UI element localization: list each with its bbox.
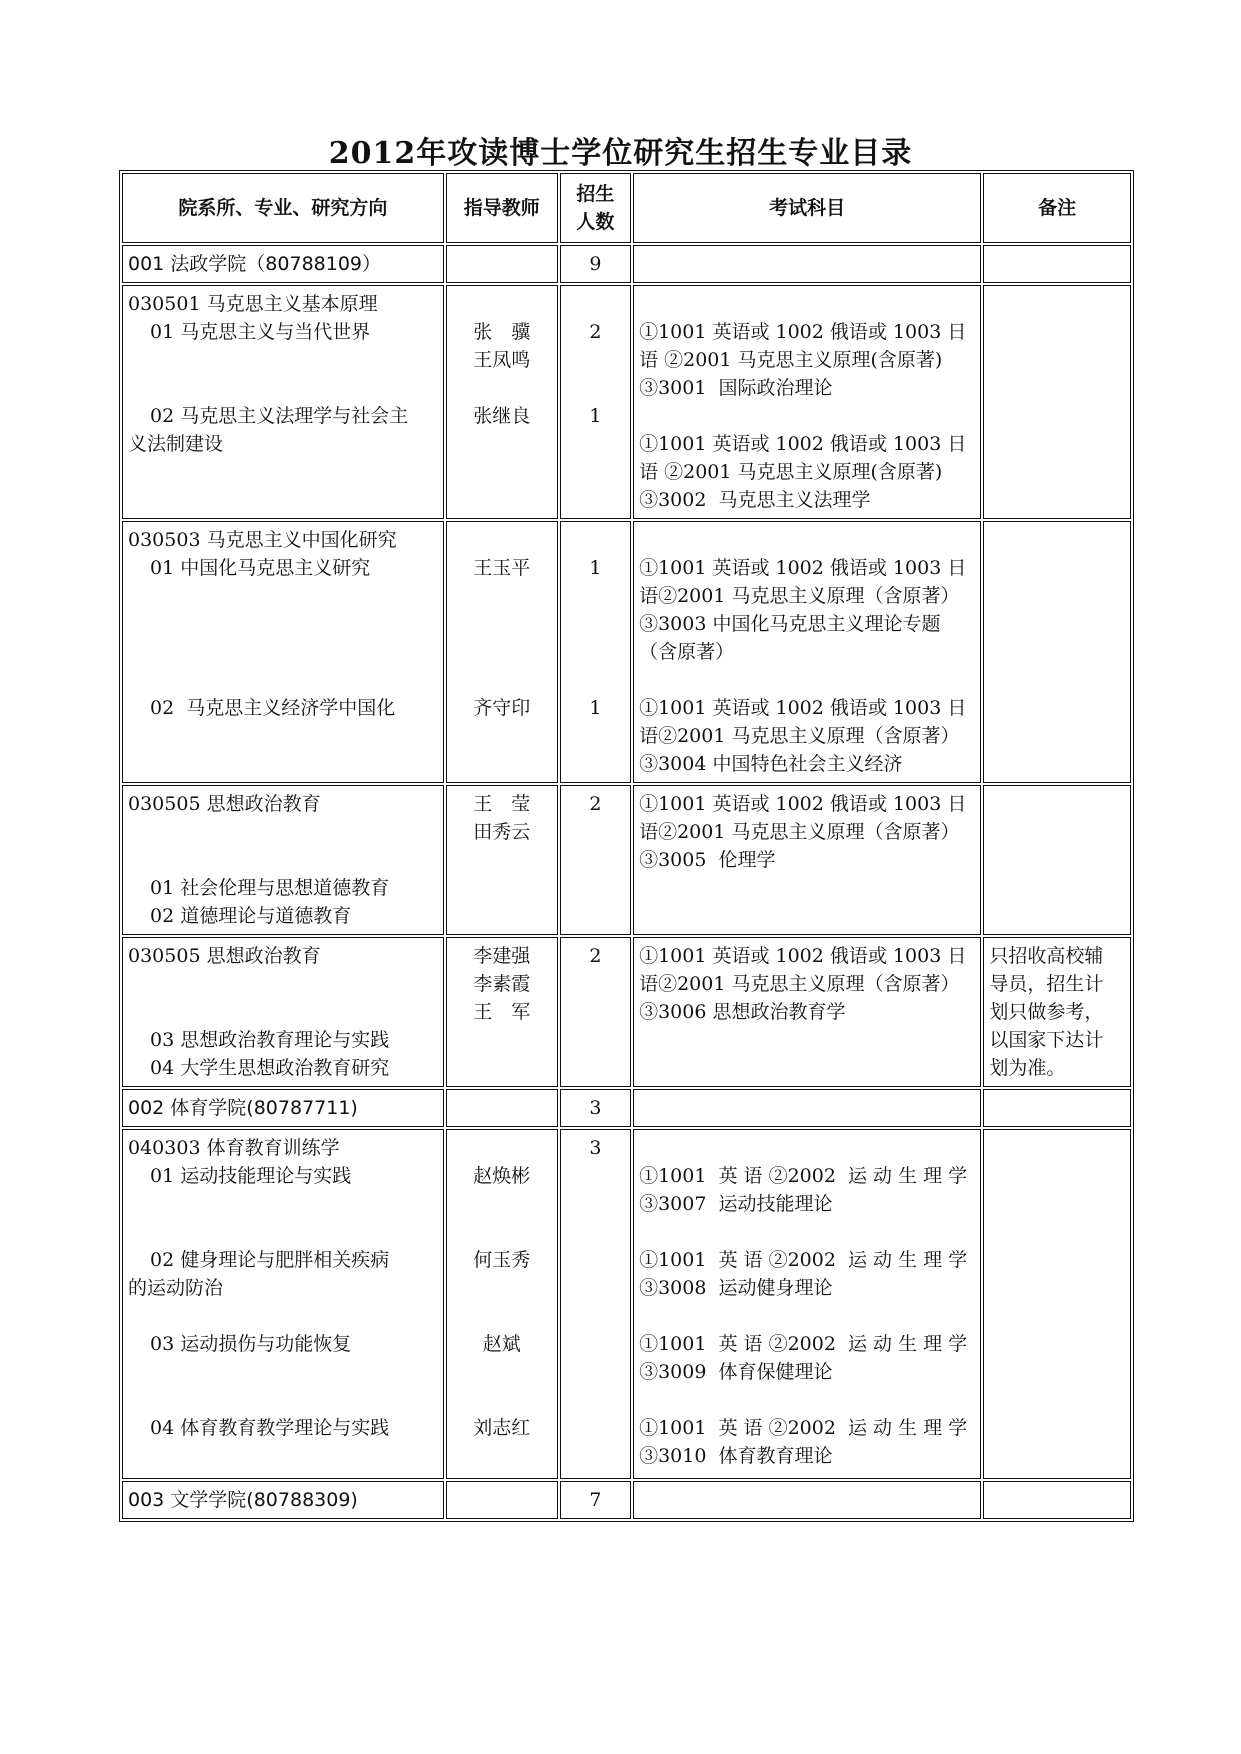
direction-name: 02 健身理论与肥胖相关疾病 [150,1249,390,1271]
advisor-name: 王 军 [473,1001,531,1023]
advisor-cell [446,937,558,1087]
header-count-line1: 招生 [576,183,615,205]
header-count [560,173,631,243]
exam-cell [633,521,981,783]
empty-cell [446,1481,558,1519]
exam-line: 语②2001 马克思主义原理（含原著） [639,973,960,995]
dept-name: 003 文学学院(80788309) [122,1481,444,1519]
remark-cell [983,521,1131,783]
empty-cell [983,245,1131,283]
exam-line: ③3005 伦理学 [639,849,776,871]
empty-cell [983,1481,1131,1519]
advisor-name: 齐守印 [473,697,531,719]
direction-name: 01 社会伦理与思想道德教育 [150,877,390,899]
advisor-name: 李建强 [473,945,531,967]
exam-line: ③3007 运动技能理论 [639,1193,833,1215]
advisor-cell [446,521,558,783]
direction-count: 1 [589,557,602,579]
remark-cell [983,285,1131,519]
exam-line: 语②2001 马克思主义原理（含原著） [639,821,960,843]
dept-name: 001 法政学院（80788109） [122,245,444,283]
exam-line: ③3004 中国特色社会主义经济 [639,753,903,775]
advisor-cell [446,1129,558,1479]
catalog-table [119,170,1134,1522]
page-title: 2012年攻读博士学位研究生招生专业目录 [328,136,913,171]
exam-line: ①1001 英 语 ②2002 运 动 生 理 学 [639,1165,968,1187]
advisor-name: 王 莹 [473,793,531,815]
remark-line: 以国家下达计 [989,1029,1104,1051]
exam-line: 语 ②2001 马克思主义原理(含原著) [639,461,943,483]
major-name: 030505 思想政治教育 [128,945,321,967]
program-row [122,937,1131,1087]
empty-cell [633,245,981,283]
advisor-name: 李素霞 [473,973,531,995]
direction-count: 1 [589,405,602,427]
count-cell [560,285,631,519]
program-row [122,521,1131,783]
dept-row [122,1481,1131,1519]
header-row [122,173,1131,243]
exam-cell [633,1129,981,1479]
exam-line: （含原著） [639,641,735,663]
exam-cell [633,785,981,935]
exam-cell [633,937,981,1087]
dept-count: 3 [560,1089,631,1127]
exam-line: 语 ②2001 马克思主义原理(含原著) [639,349,943,371]
header-exam: 考试科目 [633,173,981,243]
direction-name: 04 体育教育教学理论与实践 [150,1417,390,1439]
exam-line: ①1001 英 语 ②2002 运 动 生 理 学 [639,1417,968,1439]
program-cell [122,521,444,783]
exam-line: ①1001 英语或 1002 俄语或 1003 日 [639,321,967,343]
exam-line: ③3001 国际政治理论 [639,377,833,399]
advisor-name: 刘志红 [473,1417,531,1439]
exam-line: ①1001 英 语 ②2002 运 动 生 理 学 [639,1249,968,1271]
dept-count: 7 [560,1481,631,1519]
count-cell: 2 [560,785,631,935]
direction-name: 01 马克思主义与当代世界 [150,321,371,343]
direction-name: 02 马克思主义经济学中国化 [150,697,396,719]
remark-cell [983,785,1131,935]
advisor-name: 赵焕彬 [473,1165,531,1187]
remark-line: 只招收高校辅 [989,945,1104,967]
remark-line: 导员，招生计 [989,973,1104,995]
direction-name: 02 道德理论与道德教育 [150,905,352,927]
exam-line: 语②2001 马克思主义原理（含原著） [639,725,960,747]
count-cell: 2 [560,937,631,1087]
exam-line: ①1001 英语或 1002 俄语或 1003 日 [639,793,967,815]
advisor-name: 王凤鸣 [473,349,531,371]
exam-line: ①1001 英语或 1002 俄语或 1003 日 [639,945,967,967]
empty-cell [983,1089,1131,1127]
major-name: 030501 马克思主义基本原理 [128,293,378,315]
header-dept: 院系所、专业、研究方向 [122,173,444,243]
direction-name: 03 运动损伤与功能恢复 [150,1333,352,1355]
remark-line: 划只做参考， [989,1001,1104,1023]
empty-cell [446,1089,558,1127]
header-count-line2: 人数 [576,211,615,233]
remark-line: 划为准。 [989,1057,1066,1079]
dept-count: 9 [560,245,631,283]
direction-name: 03 思想政治教育理论与实践 [150,1029,390,1051]
exam-line: ①1001 英语或 1002 俄语或 1003 日 [639,557,967,579]
exam-line: 语②2001 马克思主义原理（含原著） [639,585,960,607]
exam-line: ③3003 中国化马克思主义理论专题 [639,613,941,635]
program-row [122,285,1131,519]
advisor-name: 何玉秀 [473,1249,531,1271]
program-row [122,1129,1131,1479]
program-cell [122,285,444,519]
major-name: 030505 思想政治教育 [128,793,321,815]
empty-cell [446,245,558,283]
direction-count: 2 [589,321,602,343]
program-cell [122,937,444,1087]
direction-name: 01 中国化马克思主义研究 [150,557,371,579]
program-cell [122,1129,444,1479]
dept-row [122,245,1131,283]
advisor-name: 赵斌 [482,1333,521,1355]
exam-line: ③3010 体育教育理论 [639,1445,833,1467]
exam-line: ①1001 英语或 1002 俄语或 1003 日 [639,697,967,719]
direction-name-cont: 的运动防治 [128,1277,224,1299]
dept-row [122,1089,1131,1127]
exam-line: ③3009 体育保健理论 [639,1361,833,1383]
empty-cell [633,1089,981,1127]
remark-cell [983,937,1131,1087]
exam-line: ③3006 思想政治教育学 [639,1001,846,1023]
dept-name: 002 体育学院(80787711) [122,1089,444,1127]
exam-line: ③3002 马克思主义法理学 [639,489,871,511]
advisor-name: 王玉平 [473,557,531,579]
header-remark: 备注 [983,173,1131,243]
exam-cell [633,285,981,519]
count-cell: 3 [560,1129,631,1479]
direction-count: 1 [589,697,602,719]
direction-name-cont: 义法制建设 [128,433,224,455]
advisor-name: 张继良 [473,405,531,427]
advisor-cell [446,785,558,935]
exam-line: ③3008 运动健身理论 [639,1277,833,1299]
remark-cell [983,1129,1131,1479]
major-name: 040303 体育教育训练学 [128,1137,340,1159]
direction-name: 02 马克思主义法理学与社会主 [150,405,409,427]
advisor-cell [446,285,558,519]
program-cell [122,785,444,935]
advisor-name: 田秀云 [473,821,531,843]
exam-line: ①1001 英 语 ②2002 运 动 生 理 学 [639,1333,968,1355]
exam-line: ①1001 英语或 1002 俄语或 1003 日 [639,433,967,455]
advisor-name: 张 骥 [473,321,531,343]
count-cell [560,521,631,783]
program-row [122,785,1131,935]
empty-cell [633,1481,981,1519]
major-name: 030503 马克思主义中国化研究 [128,529,397,551]
header-advisor: 指导教师 [446,173,558,243]
direction-name: 04 大学生思想政治教育研究 [150,1057,390,1079]
direction-name: 01 运动技能理论与实践 [150,1165,352,1187]
